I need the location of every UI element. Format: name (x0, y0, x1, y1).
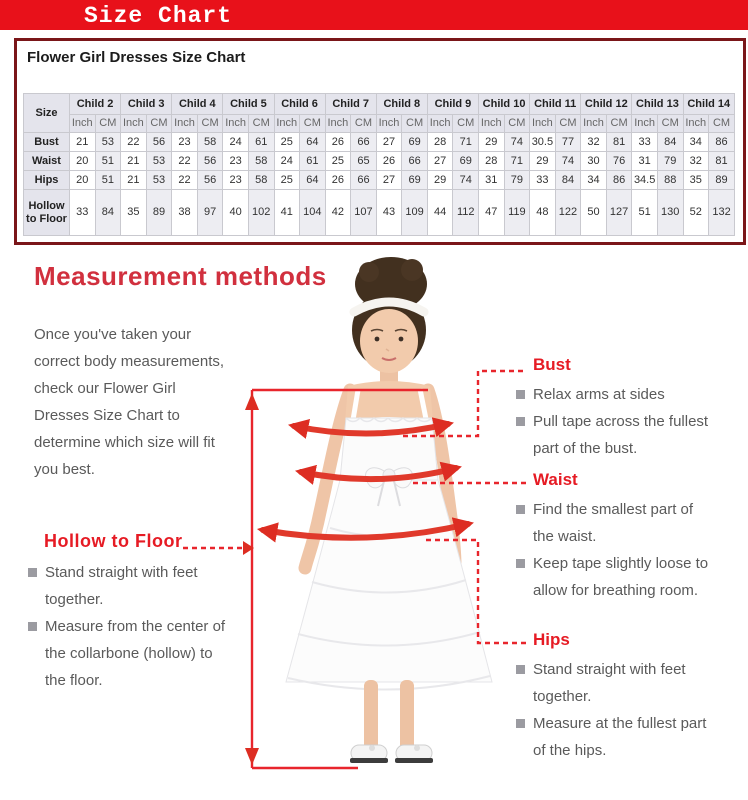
unit-header: Inch (683, 115, 709, 133)
size-value-inch: 26 (325, 171, 351, 190)
size-value-inch: 50 (581, 190, 607, 236)
size-column-header: Child 11 (530, 94, 581, 115)
intro-line: determine which size will fit (34, 434, 215, 451)
callout-line: the waist. (533, 528, 597, 545)
callout-line: Measure at the fullest part (516, 710, 748, 737)
size-value-cm: 127 (606, 190, 632, 236)
hips-list (516, 656, 748, 764)
size-value-inch: 33 (530, 171, 556, 190)
size-value-cm: 130 (657, 190, 683, 236)
size-value-cm: 86 (709, 133, 735, 152)
size-value-cm: 109 (402, 190, 428, 236)
size-value-cm: 64 (300, 133, 326, 152)
size-value-cm: 104 (300, 190, 326, 236)
size-value-inch: 51 (632, 190, 658, 236)
size-value-cm: 132 (709, 190, 735, 236)
size-value-inch: 22 (172, 171, 198, 190)
size-value-inch: 22 (121, 133, 147, 152)
size-value-inch: 25 (325, 152, 351, 171)
unit-header: CM (606, 115, 632, 133)
size-value-cm: 53 (95, 133, 121, 152)
face (360, 309, 418, 373)
callout-line: Stand straight with feet (28, 559, 260, 586)
unit-header: Inch (479, 115, 505, 133)
size-value-cm: 84 (657, 133, 683, 152)
intro-line: correct body measurements, (34, 353, 225, 370)
unit-header: Inch (274, 115, 300, 133)
callout-line: Relax arms at sides (516, 381, 748, 408)
callout-line: the collarbone (hollow) to (45, 645, 213, 662)
callout-line: together. (45, 591, 104, 608)
unit-header: CM (146, 115, 172, 133)
size-value-inch: 25 (274, 171, 300, 190)
hollow-to-floor-label: Hollow to Floor (44, 531, 183, 551)
size-value-cm: 71 (504, 152, 530, 171)
bust-label: Bust (533, 355, 571, 374)
unit-header: CM (300, 115, 326, 133)
size-chart-box (14, 38, 746, 245)
size-value-inch: 43 (376, 190, 402, 236)
size-column-header: Child 3 (121, 94, 172, 115)
size-value-inch: 48 (530, 190, 556, 236)
size-value-inch: 28 (479, 152, 505, 171)
size-value-cm: 66 (351, 133, 377, 152)
size-value-cm: 97 (197, 190, 223, 236)
unit-header: Inch (172, 115, 198, 133)
size-column-header: Child 9 (427, 94, 478, 115)
size-value-cm: 76 (606, 152, 632, 171)
size-value-cm: 66 (402, 152, 428, 171)
size-value-inch: 21 (70, 133, 96, 152)
size-value-cm: 112 (453, 190, 479, 236)
size-value-inch: 20 (70, 152, 96, 171)
size-value-inch: 33 (70, 190, 96, 236)
callout-line: the floor. (45, 672, 103, 689)
size-value-cm: 119 (504, 190, 530, 236)
size-value-inch: 23 (172, 133, 198, 152)
bust-list (516, 381, 748, 462)
size-value-inch: 30.5 (530, 133, 556, 152)
size-value-cm: 79 (504, 171, 530, 190)
left-eye (375, 337, 380, 342)
size-value-cm: 56 (197, 152, 223, 171)
size-value-cm: 79 (657, 152, 683, 171)
size-value-cm: 61 (248, 133, 274, 152)
unit-header: CM (197, 115, 223, 133)
size-value-cm: 81 (606, 133, 632, 152)
size-column-header: Child 12 (581, 94, 632, 115)
left-leg (364, 680, 378, 752)
size-value-cm: 74 (453, 171, 479, 190)
size-value-cm: 88 (657, 171, 683, 190)
unit-header: Inch (581, 115, 607, 133)
size-value-inch: 35 (121, 190, 147, 236)
size-value-inch: 26 (376, 152, 402, 171)
unit-header: CM (453, 115, 479, 133)
size-value-inch: 47 (479, 190, 505, 236)
callout-line: Keep tape slightly loose to (516, 550, 748, 577)
size-value-inch: 32 (683, 152, 709, 171)
unit-header: Inch (223, 115, 249, 133)
size-value-inch: 27 (376, 133, 402, 152)
size-value-inch: 30 (581, 152, 607, 171)
size-value-cm: 102 (248, 190, 274, 236)
size-value-inch: 42 (325, 190, 351, 236)
size-value-inch: 44 (427, 190, 453, 236)
size-value-cm: 58 (248, 152, 274, 171)
size-value-inch: 20 (70, 171, 96, 190)
size-value-cm: 56 (197, 171, 223, 190)
hollow-to-floor-list (28, 559, 260, 694)
size-value-inch: 24 (274, 152, 300, 171)
size-column-header: Child 13 (632, 94, 683, 115)
size-value-inch: 24 (223, 133, 249, 152)
right-shoe-bow (414, 745, 420, 751)
callout-line: together. (533, 688, 592, 705)
measurement-heading: Measurement methods (34, 261, 327, 291)
girl-figure (286, 257, 492, 763)
size-table (23, 93, 735, 236)
hips-label: Hips (533, 630, 570, 649)
size-value-inch: 21 (121, 152, 147, 171)
unit-header: CM (504, 115, 530, 133)
size-value-inch: 22 (172, 152, 198, 171)
unit-header: CM (555, 115, 581, 133)
size-column-header: Child 6 (274, 94, 325, 115)
size-value-inch: 26 (325, 133, 351, 152)
size-value-cm: 53 (146, 152, 172, 171)
size-column-header: Child 2 (70, 94, 121, 115)
measure-row-label: Hips (24, 171, 70, 190)
waist-label: Waist (533, 470, 578, 489)
size-value-cm: 53 (146, 171, 172, 190)
size-value-inch: 33 (632, 133, 658, 152)
size-value-inch: 32 (581, 133, 607, 152)
size-value-cm: 81 (709, 152, 735, 171)
unit-header: Inch (70, 115, 96, 133)
unit-header: CM (95, 115, 121, 133)
left-sole (350, 758, 388, 763)
size-value-inch: 35 (683, 171, 709, 190)
right-leg (400, 680, 414, 752)
intro-line: Once you've taken your (34, 326, 192, 343)
callout-line: Find the smallest part of (516, 496, 748, 523)
unit-header: Inch (121, 115, 147, 133)
size-value-cm: 69 (402, 171, 428, 190)
size-column-header: Child 4 (172, 94, 223, 115)
unit-header: CM (657, 115, 683, 133)
measure-row-label: Hollow to Floor (24, 190, 70, 236)
size-value-cm: 86 (606, 171, 632, 190)
measure-row-label: Bust (24, 133, 70, 152)
size-value-cm: 56 (146, 133, 172, 152)
size-column-header: Child 7 (325, 94, 376, 115)
size-chart-title: Flower Girl Dresses Size Chart (27, 49, 246, 66)
unit-header: Inch (325, 115, 351, 133)
size-value-cm: 84 (95, 190, 121, 236)
size-value-cm: 66 (351, 171, 377, 190)
size-value-inch: 31 (632, 152, 658, 171)
hair-curl (401, 259, 423, 281)
size-value-cm: 69 (453, 152, 479, 171)
intro-line: check our Flower Girl (34, 380, 176, 397)
size-value-inch: 21 (121, 171, 147, 190)
intro-line: Dresses Size Chart to (34, 407, 180, 424)
right-sole (395, 758, 433, 763)
unit-header: CM (351, 115, 377, 133)
size-value-inch: 38 (172, 190, 198, 236)
size-value-inch: 29 (530, 152, 556, 171)
size-value-cm: 89 (146, 190, 172, 236)
unit-header: Inch (632, 115, 658, 133)
size-value-inch: 27 (376, 171, 402, 190)
callout-line: Stand straight with feet (516, 656, 748, 683)
size-value-inch: 29 (427, 171, 453, 190)
unit-header: CM (402, 115, 428, 133)
size-value-inch: 34.5 (632, 171, 658, 190)
size-value-cm: 71 (453, 133, 479, 152)
size-corner-header: Size (24, 94, 70, 133)
size-value-inch: 23 (223, 152, 249, 171)
callout-line: of the hips. (533, 742, 607, 759)
right-eye (399, 337, 404, 342)
unit-header: CM (248, 115, 274, 133)
waist-list (516, 496, 748, 604)
size-value-inch: 34 (683, 133, 709, 152)
size-value-cm: 61 (300, 152, 326, 171)
size-value-inch: 40 (223, 190, 249, 236)
size-value-cm: 107 (351, 190, 377, 236)
unit-header: Inch (427, 115, 453, 133)
size-value-cm: 51 (95, 171, 121, 190)
size-column-header: Child 10 (479, 94, 530, 115)
intro-line: you best. (34, 461, 95, 478)
unit-header: Inch (530, 115, 556, 133)
size-value-inch: 23 (223, 171, 249, 190)
callout-line: Measure from the center of (28, 613, 260, 640)
down-arrowhead (245, 748, 259, 765)
banner (0, 0, 748, 30)
size-value-inch: 34 (581, 171, 607, 190)
size-value-inch: 25 (274, 133, 300, 152)
banner-title: Size Chart (84, 3, 233, 29)
size-value-inch: 52 (683, 190, 709, 236)
size-value-cm: 74 (504, 133, 530, 152)
size-value-inch: 41 (274, 190, 300, 236)
size-value-cm: 89 (709, 171, 735, 190)
up-arrowhead (245, 393, 259, 410)
size-value-inch: 29 (479, 133, 505, 152)
size-value-cm: 64 (300, 171, 326, 190)
size-value-inch: 27 (427, 152, 453, 171)
size-value-cm: 58 (197, 133, 223, 152)
size-value-cm: 51 (95, 152, 121, 171)
size-column-header: Child 14 (683, 94, 735, 115)
unit-header: Inch (376, 115, 402, 133)
size-column-header: Child 8 (376, 94, 427, 115)
size-value-cm: 77 (555, 133, 581, 152)
unit-header: CM (709, 115, 735, 133)
size-value-cm: 69 (402, 133, 428, 152)
size-value-cm: 122 (555, 190, 581, 236)
measure-row-label: Waist (24, 152, 70, 171)
hair-curl (359, 262, 379, 282)
size-value-cm: 58 (248, 171, 274, 190)
callout-line: allow for breathing room. (533, 582, 699, 599)
callout-line: Pull tape across the fullest (516, 408, 748, 435)
left-shoe-bow (369, 745, 375, 751)
callout-line: part of the bust. (533, 440, 638, 457)
size-value-inch: 28 (427, 133, 453, 152)
size-value-cm: 84 (555, 171, 581, 190)
size-value-cm: 65 (351, 152, 377, 171)
size-column-header: Child 5 (223, 94, 274, 115)
size-value-cm: 74 (555, 152, 581, 171)
size-value-inch: 31 (479, 171, 505, 190)
